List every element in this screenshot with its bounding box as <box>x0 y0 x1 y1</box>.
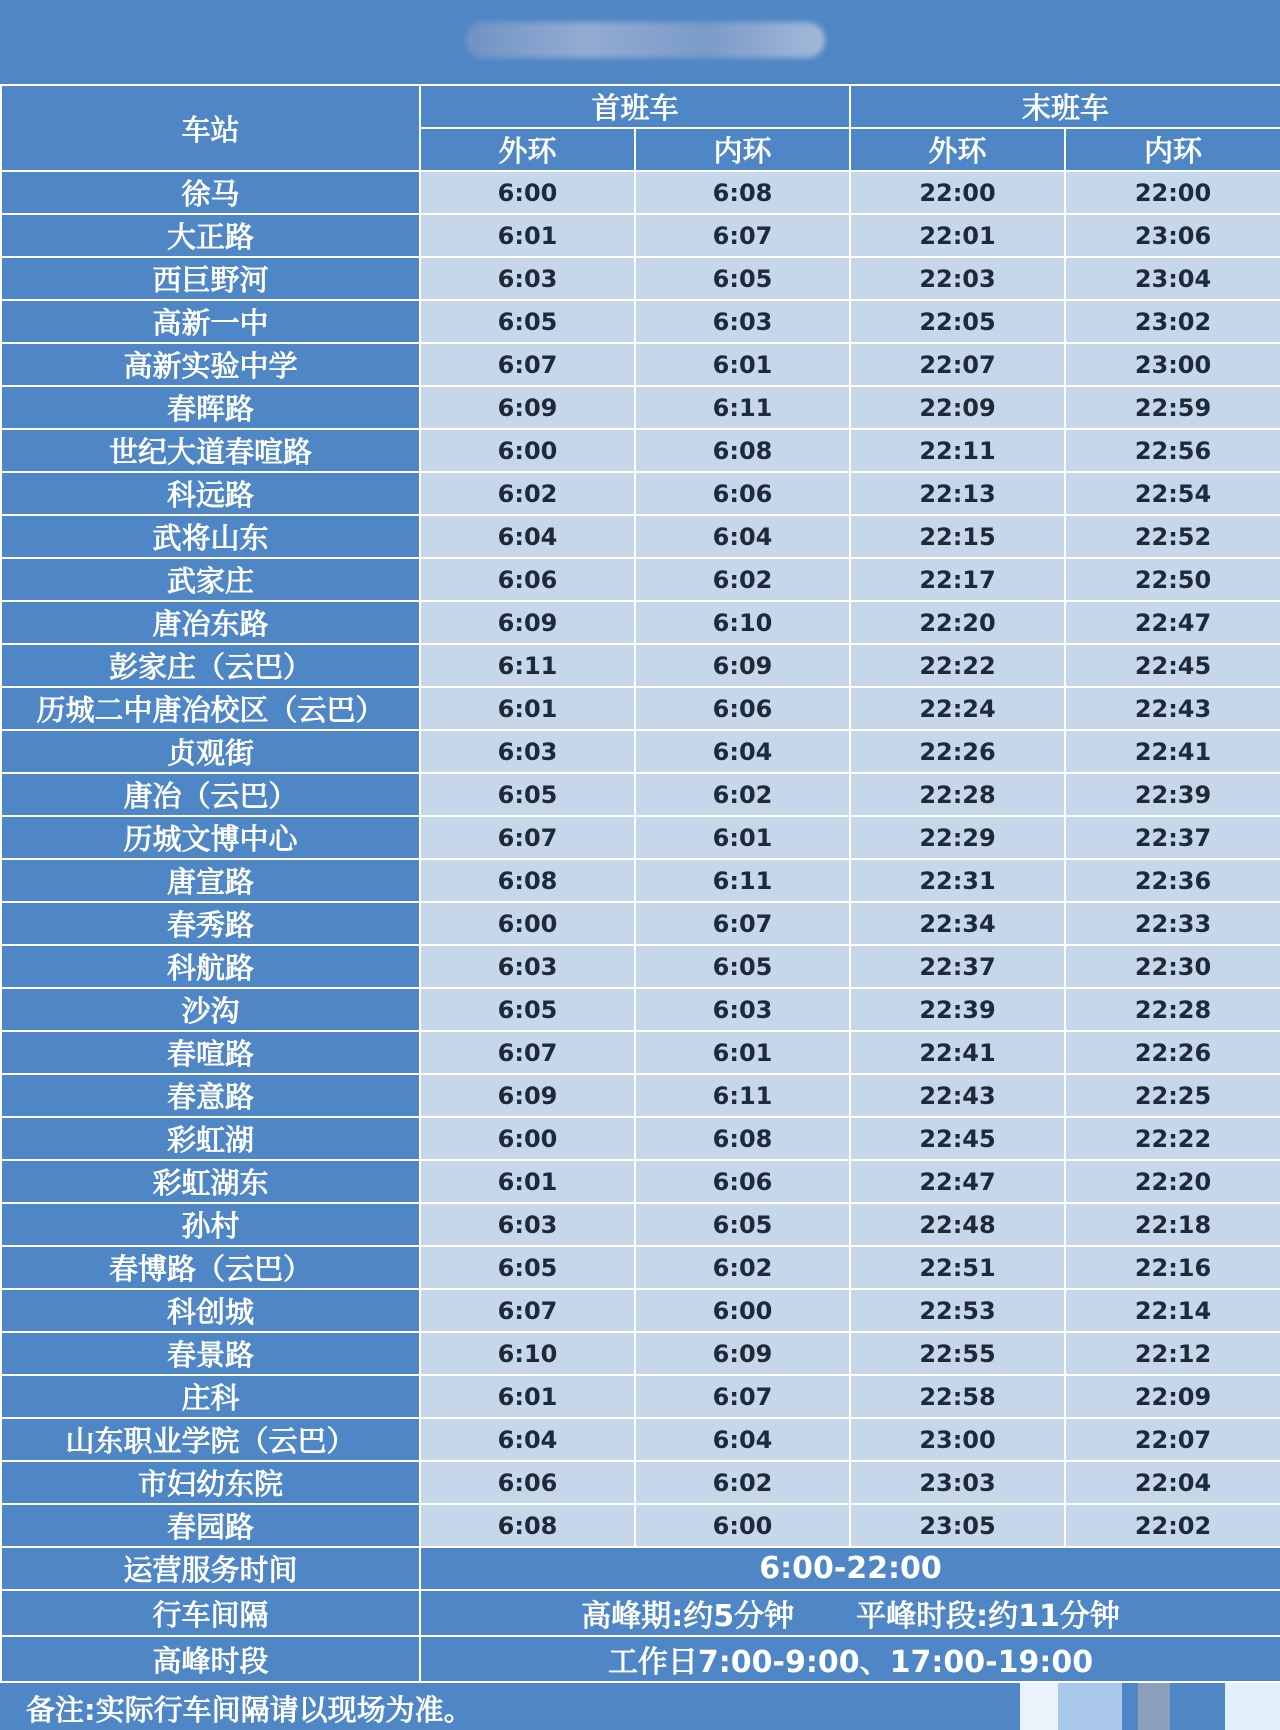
table-row <box>1 1160 1280 1203</box>
title-bar <box>0 0 1280 84</box>
last-outer-time: 22:45 <box>850 1117 1065 1160</box>
last-outer-time: 22:26 <box>850 730 1065 773</box>
first-outer-time: 6:00 <box>420 429 635 472</box>
table-row <box>1 988 1280 1031</box>
first-inner-time: 6:05 <box>635 257 850 300</box>
table-row <box>1 1203 1280 1246</box>
header-station: 车站 <box>1 85 420 171</box>
header-last-outer: 外环 <box>850 128 1065 171</box>
first-inner-time: 6:08 <box>635 429 850 472</box>
first-inner-time: 6:05 <box>635 945 850 988</box>
last-inner-time: 22:00 <box>1065 171 1280 214</box>
table-row <box>1 429 1280 472</box>
last-inner-time: 22:26 <box>1065 1031 1280 1074</box>
station-cell: 春喧路 <box>1 1031 420 1074</box>
last-outer-time: 22:47 <box>850 1160 1065 1203</box>
first-outer-time: 6:07 <box>420 343 635 386</box>
first-inner-time: 6:00 <box>635 1289 850 1332</box>
first-outer-time: 6:06 <box>420 1461 635 1504</box>
station-cell: 世纪大道春喧路 <box>1 429 420 472</box>
table-row <box>1 515 1280 558</box>
table-row <box>1 300 1280 343</box>
last-outer-time: 22:51 <box>850 1246 1065 1289</box>
table-row <box>1 816 1280 859</box>
first-inner-time: 6:11 <box>635 1074 850 1117</box>
last-outer-time: 22:31 <box>850 859 1065 902</box>
last-inner-time: 22:39 <box>1065 773 1280 816</box>
last-inner-time: 22:02 <box>1065 1504 1280 1547</box>
first-inner-time: 6:09 <box>635 1332 850 1375</box>
table-row <box>1 730 1280 773</box>
first-outer-time: 6:02 <box>420 472 635 515</box>
table-row <box>1 472 1280 515</box>
first-outer-time: 6:00 <box>420 1117 635 1160</box>
first-outer-time: 6:05 <box>420 988 635 1031</box>
last-inner-time: 23:02 <box>1065 300 1280 343</box>
last-outer-time: 22:37 <box>850 945 1065 988</box>
last-inner-time: 22:16 <box>1065 1246 1280 1289</box>
last-inner-time: 22:04 <box>1065 1461 1280 1504</box>
table-row <box>1 601 1280 644</box>
table-row <box>1 1418 1280 1461</box>
station-cell: 唐冶东路 <box>1 601 420 644</box>
station-cell: 武将山东 <box>1 515 420 558</box>
station-cell: 彩虹湖东 <box>1 1160 420 1203</box>
last-inner-time: 22:37 <box>1065 816 1280 859</box>
last-outer-time: 22:29 <box>850 816 1065 859</box>
last-inner-time: 22:54 <box>1065 472 1280 515</box>
station-cell: 孙村 <box>1 1203 420 1246</box>
last-inner-time: 22:52 <box>1065 515 1280 558</box>
first-outer-time: 6:08 <box>420 1504 635 1547</box>
last-inner-time: 22:12 <box>1065 1332 1280 1375</box>
last-inner-time: 22:45 <box>1065 644 1280 687</box>
first-outer-time: 6:03 <box>420 730 635 773</box>
first-inner-time: 6:02 <box>635 773 850 816</box>
station-cell: 徐马 <box>1 171 420 214</box>
first-outer-time: 6:01 <box>420 1160 635 1203</box>
interval-row <box>1 1590 1280 1636</box>
first-inner-time: 6:07 <box>635 214 850 257</box>
first-outer-time: 6:05 <box>420 300 635 343</box>
first-outer-time: 6:00 <box>420 902 635 945</box>
last-inner-time: 22:56 <box>1065 429 1280 472</box>
last-inner-time: 22:43 <box>1065 687 1280 730</box>
table-row <box>1 257 1280 300</box>
last-inner-time: 22:09 <box>1065 1375 1280 1418</box>
station-cell: 彩虹湖 <box>1 1117 420 1160</box>
station-cell: 山东职业学院（云巴） <box>1 1418 420 1461</box>
first-outer-time: 6:09 <box>420 386 635 429</box>
first-inner-time: 6:07 <box>635 1375 850 1418</box>
last-inner-time: 22:59 <box>1065 386 1280 429</box>
station-cell: 大正路 <box>1 214 420 257</box>
first-outer-time: 6:04 <box>420 1418 635 1461</box>
first-inner-time: 6:08 <box>635 1117 850 1160</box>
interval-label: 行车间隔 <box>1 1590 420 1636</box>
peak-hours-row <box>1 1636 1280 1682</box>
station-cell: 西巨野河 <box>1 257 420 300</box>
last-outer-time: 22:55 <box>850 1332 1065 1375</box>
last-outer-time: 22:48 <box>850 1203 1065 1246</box>
first-outer-time: 6:03 <box>420 945 635 988</box>
station-cell: 市妇幼东院 <box>1 1461 420 1504</box>
last-outer-time: 22:07 <box>850 343 1065 386</box>
station-cell: 历城二中唐冶校区（云巴） <box>1 687 420 730</box>
corner-decoration <box>1058 1683 1122 1730</box>
first-inner-time: 6:02 <box>635 558 850 601</box>
first-outer-time: 6:01 <box>420 214 635 257</box>
station-cell: 高新实验中学 <box>1 343 420 386</box>
corner-decoration <box>1138 1683 1170 1730</box>
last-outer-time: 22:00 <box>850 171 1065 214</box>
timetable-body <box>1 171 1280 1547</box>
header-last-train: 末班车 <box>850 85 1280 128</box>
table-row <box>1 1289 1280 1332</box>
station-cell: 沙沟 <box>1 988 420 1031</box>
first-inner-time: 6:00 <box>635 1504 850 1547</box>
table-row <box>1 1031 1280 1074</box>
station-cell: 科航路 <box>1 945 420 988</box>
station-cell: 科创城 <box>1 1289 420 1332</box>
last-outer-time: 22:39 <box>850 988 1065 1031</box>
last-outer-time: 23:05 <box>850 1504 1065 1547</box>
station-cell: 春秀路 <box>1 902 420 945</box>
last-inner-time: 22:25 <box>1065 1074 1280 1117</box>
interval-peak: 高峰期:约5分钟 <box>581 1599 795 1634</box>
first-inner-time: 6:01 <box>635 1031 850 1074</box>
table-row <box>1 945 1280 988</box>
last-outer-time: 22:01 <box>850 214 1065 257</box>
table-row <box>1 1375 1280 1418</box>
first-inner-time: 6:03 <box>635 300 850 343</box>
first-outer-time: 6:06 <box>420 558 635 601</box>
last-outer-time: 22:09 <box>850 386 1065 429</box>
station-cell: 武家庄 <box>1 558 420 601</box>
station-cell: 春园路 <box>1 1504 420 1547</box>
first-inner-time: 6:06 <box>635 472 850 515</box>
first-outer-time: 6:07 <box>420 1289 635 1332</box>
table-row <box>1 773 1280 816</box>
station-cell: 历城文博中心 <box>1 816 420 859</box>
last-inner-time: 23:04 <box>1065 257 1280 300</box>
last-inner-time: 22:20 <box>1065 1160 1280 1203</box>
last-outer-time: 22:05 <box>850 300 1065 343</box>
first-outer-time: 6:07 <box>420 816 635 859</box>
first-outer-time: 6:05 <box>420 773 635 816</box>
table-row <box>1 214 1280 257</box>
service-hours-row <box>1 1547 1280 1590</box>
last-inner-time: 22:50 <box>1065 558 1280 601</box>
first-outer-time: 6:01 <box>420 687 635 730</box>
peak-hours-value: 工作日7:00-9:00、17:00-19:00 <box>420 1636 1280 1682</box>
last-outer-time: 23:00 <box>850 1418 1065 1461</box>
last-inner-time: 22:30 <box>1065 945 1280 988</box>
first-inner-time: 6:07 <box>635 902 850 945</box>
last-outer-time: 22:43 <box>850 1074 1065 1117</box>
header-last-inner: 内环 <box>1065 128 1280 171</box>
first-outer-time: 6:05 <box>420 1246 635 1289</box>
last-outer-time: 22:15 <box>850 515 1065 558</box>
first-inner-time: 6:11 <box>635 386 850 429</box>
table-row <box>1 687 1280 730</box>
last-outer-time: 22:28 <box>850 773 1065 816</box>
table-row <box>1 343 1280 386</box>
last-inner-time: 22:28 <box>1065 988 1280 1031</box>
station-cell: 高新一中 <box>1 300 420 343</box>
interval-offpeak: 平峰时段:约11分钟 <box>856 1599 1120 1634</box>
first-inner-time: 6:02 <box>635 1246 850 1289</box>
last-inner-time: 22:14 <box>1065 1289 1280 1332</box>
corner-decoration <box>1020 1683 1058 1730</box>
table-row <box>1 1117 1280 1160</box>
first-outer-time: 6:07 <box>420 1031 635 1074</box>
timetable <box>0 84 1280 1683</box>
last-outer-time: 22:11 <box>850 429 1065 472</box>
table-row <box>1 902 1280 945</box>
first-outer-time: 6:03 <box>420 1203 635 1246</box>
first-outer-time: 6:09 <box>420 1074 635 1117</box>
last-inner-time: 23:06 <box>1065 214 1280 257</box>
peak-hours-label: 高峰时段 <box>1 1636 420 1682</box>
first-outer-time: 6:08 <box>420 859 635 902</box>
table-row <box>1 558 1280 601</box>
header-first-train: 首班车 <box>420 85 850 128</box>
last-inner-time: 22:41 <box>1065 730 1280 773</box>
header-first-outer: 外环 <box>420 128 635 171</box>
first-inner-time: 6:09 <box>635 644 850 687</box>
first-outer-time: 6:01 <box>420 1375 635 1418</box>
last-outer-time: 22:53 <box>850 1289 1065 1332</box>
last-outer-time: 22:34 <box>850 902 1065 945</box>
first-inner-time: 6:01 <box>635 816 850 859</box>
last-inner-time: 22:18 <box>1065 1203 1280 1246</box>
table-row <box>1 1074 1280 1117</box>
table-row <box>1 1504 1280 1547</box>
corner-decoration <box>1225 1683 1280 1730</box>
interval-value <box>420 1590 1280 1636</box>
header-first-inner: 内环 <box>635 128 850 171</box>
first-inner-time: 6:06 <box>635 687 850 730</box>
first-inner-time: 6:03 <box>635 988 850 1031</box>
table-row <box>1 859 1280 902</box>
table-row <box>1 1246 1280 1289</box>
last-outer-time: 22:17 <box>850 558 1065 601</box>
station-cell: 春意路 <box>1 1074 420 1117</box>
last-inner-time: 22:07 <box>1065 1418 1280 1461</box>
blurred-title-graphic <box>465 22 825 58</box>
first-inner-time: 6:04 <box>635 730 850 773</box>
last-inner-time: 22:33 <box>1065 902 1280 945</box>
table-row <box>1 1461 1280 1504</box>
note: 备注:实际行车间隔请以现场为准。 <box>26 1693 473 1727</box>
first-inner-time: 6:05 <box>635 1203 850 1246</box>
station-cell: 彭家庄（云巴） <box>1 644 420 687</box>
station-cell: 唐宣路 <box>1 859 420 902</box>
station-cell: 春晖路 <box>1 386 420 429</box>
last-outer-time: 22:22 <box>850 644 1065 687</box>
last-inner-time: 22:22 <box>1065 1117 1280 1160</box>
first-outer-time: 6:10 <box>420 1332 635 1375</box>
table-row <box>1 1332 1280 1375</box>
station-cell: 唐冶（云巴） <box>1 773 420 816</box>
first-inner-time: 6:01 <box>635 343 850 386</box>
last-outer-time: 22:58 <box>850 1375 1065 1418</box>
first-outer-time: 6:00 <box>420 171 635 214</box>
last-outer-time: 23:03 <box>850 1461 1065 1504</box>
first-inner-time: 6:02 <box>635 1461 850 1504</box>
first-inner-time: 6:06 <box>635 1160 850 1203</box>
last-inner-time: 23:00 <box>1065 343 1280 386</box>
station-cell: 贞观街 <box>1 730 420 773</box>
first-outer-time: 6:04 <box>420 515 635 558</box>
first-inner-time: 6:10 <box>635 601 850 644</box>
first-outer-time: 6:11 <box>420 644 635 687</box>
last-outer-time: 22:13 <box>850 472 1065 515</box>
table-row <box>1 171 1280 214</box>
first-inner-time: 6:04 <box>635 1418 850 1461</box>
first-outer-time: 6:03 <box>420 257 635 300</box>
last-outer-time: 22:24 <box>850 687 1065 730</box>
service-hours-label: 运营服务时间 <box>1 1547 420 1590</box>
station-cell: 春博路（云巴） <box>1 1246 420 1289</box>
last-inner-time: 22:47 <box>1065 601 1280 644</box>
first-inner-time: 6:11 <box>635 859 850 902</box>
station-cell: 春景路 <box>1 1332 420 1375</box>
last-inner-time: 22:36 <box>1065 859 1280 902</box>
table-row <box>1 644 1280 687</box>
station-cell: 科远路 <box>1 472 420 515</box>
first-inner-time: 6:08 <box>635 171 850 214</box>
first-inner-time: 6:04 <box>635 515 850 558</box>
service-hours-value: 6:00-22:00 <box>420 1547 1280 1590</box>
last-outer-time: 22:20 <box>850 601 1065 644</box>
corner-decoration <box>1122 1683 1138 1730</box>
first-outer-time: 6:09 <box>420 601 635 644</box>
last-outer-time: 22:03 <box>850 257 1065 300</box>
last-outer-time: 22:41 <box>850 1031 1065 1074</box>
station-cell: 庄科 <box>1 1375 420 1418</box>
table-row <box>1 386 1280 429</box>
